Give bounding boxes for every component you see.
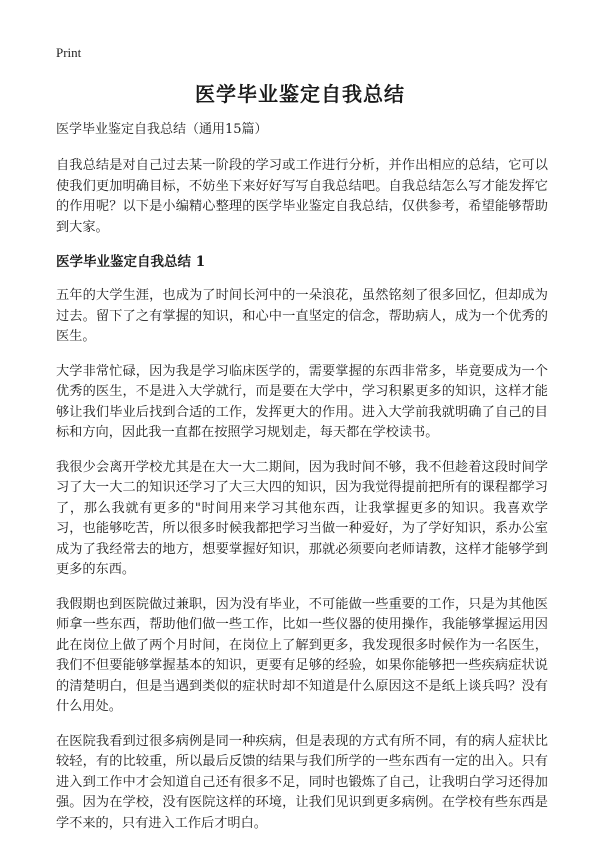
body-paragraph-1: 五年的大学生涯，也成为了时间长河中的一朵浪花，虽然铭刻了很多回忆，但却成为过去。留下了之有掌握的知识，和心中一直坚定的信念，帮助病人，成为一个优秀的医生。 <box>56 288 548 344</box>
body-paragraph-2: 大学非常忙碌，因为我是学习临床医学的，需要掌握的东西非常多，毕竟要成为一个优秀的医生，不是进入大学就行，而是要在大学中，学习积累更多的知识，这样才能够让我们毕业后找到合适的工作，发挥更大的作用。进入大学前我就明确了自己的目标和方向，因此我一直都在按照学习规划走，每天都在学校读书。 <box>56 363 548 440</box>
document-subtitle: 医学毕业鉴定自我总结（通用15篇） <box>56 122 268 137</box>
section-heading: 医学毕业鉴定自我总结 1 <box>56 254 206 270</box>
body-paragraph-4: 我假期也到医院做过兼职，因为没有毕业，不可能做一些重要的工作，只是为其他医师拿一些东西，帮助他们做一些工作，比如一些仪器的使用操作，我能够掌握运用因此在岗位上做了两个月时间，在岗位上了解到更多，我发现很多时候作为一名医生，我们不但要能够掌握基本的知识，更要有足够的经验，如果你能够把一些疾病症状说的清楚明白，但是当遇到类似的症状时却不知道是什么原因这不是纸上谈兵吗？没有什么用处。 <box>56 596 548 714</box>
intro-paragraph: 自我总结是对自己过去某一阶段的学习或工作进行分析，并作出相应的总结，它可以使我们更加明确目标，不妨坐下来好好写写自我总结吧。自我总结怎么写才能发挥它的作用呢？以下是小编精心整理的医学毕业鉴定自我总结，仅供参考，希望能够帮助到大家。 <box>56 158 548 235</box>
print-link[interactable]: Print <box>56 45 82 60</box>
body-paragraph-5: 在医院我看到过很多病例是同一种疾病，但是表现的方式有所不同，有的病人症状比较轻，有的比较重，所以最后反馈的结果与我们所学的一些东西有一定的出入。只有进入到工作中才会知道自己还有很多不足，同时也锻炼了自己，让我明白学习还得加强。因为在学校，没有医院这样的环境，让我们见识到更多病例。在学校有些东西是学不来的，只有进入工作后才明白。 <box>56 733 548 831</box>
body-paragraph-3: 我很少会离开学校尤其是在大一大二期间，因为我时间不够，我不但趁着这段时间学习了大一大二的知识还学习了大三大四的知识，因为我觉得提前把所有的课程都学习了，那么我就有更多的"时间用来学习其他东西，让我掌握更多的知识。我喜欢学习，也能够吃苦，所以很多时候我都把学习当做一种爱好，为了学好知识，系办公室成为了我经常去的地方，想要掌握好知识，那就必须要向老师请教，这样才能够学到更多的东西。 <box>56 459 548 577</box>
page-title: 医学毕业鉴定自我总结 <box>195 82 405 106</box>
document-body <box>56 120 548 848</box>
